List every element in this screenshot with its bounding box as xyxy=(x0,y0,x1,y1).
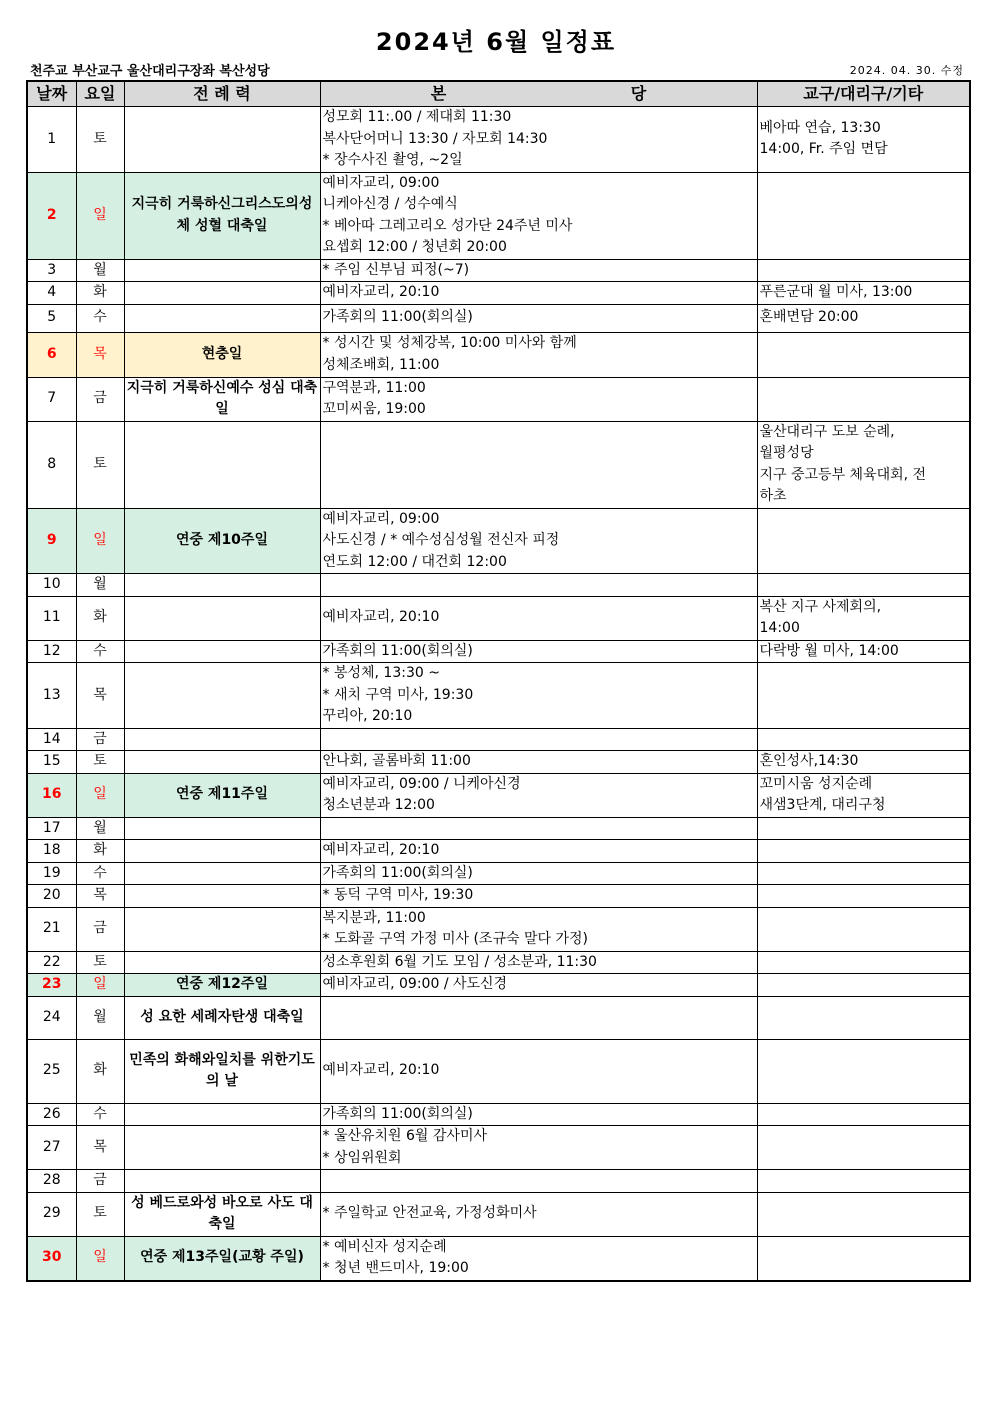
weekday-cell: 금 xyxy=(76,728,124,751)
liturgy-cell xyxy=(124,728,320,751)
liturgy-cell xyxy=(124,817,320,840)
liturgy-cell-line: 기도의 날 xyxy=(206,1051,315,1089)
schedule-row xyxy=(27,817,970,840)
liturgy-cell-line: 민족의 화해와 xyxy=(129,1051,216,1068)
date-cell: 1 xyxy=(27,107,76,173)
main-church-cell xyxy=(320,421,757,508)
main-church-cell xyxy=(320,1236,757,1281)
main-church-cell xyxy=(320,508,757,574)
liturgy-cell xyxy=(124,304,320,332)
liturgy-cell xyxy=(124,1236,320,1281)
weekday-cell: 화 xyxy=(76,840,124,863)
liturgy-cell xyxy=(124,885,320,908)
schedule-row xyxy=(27,773,970,817)
main-church-cell-line: * 베아따 그레고리오 성가단 24주년 미사 xyxy=(322,217,573,234)
main-church-cell xyxy=(320,951,757,974)
main-church-cell xyxy=(320,640,757,663)
liturgy-cell xyxy=(124,259,320,282)
liturgy-cell xyxy=(124,974,320,997)
revision-date: 2024. 04. 30. 수정 xyxy=(849,64,964,77)
main-church-cell-line: 가족회의 11:00(회의실) xyxy=(322,309,473,326)
diocese-cell-line: 울산대리구 도보 순례, xyxy=(759,423,895,440)
diocese-cell xyxy=(757,1126,970,1170)
liturgy-cell xyxy=(124,862,320,885)
header-main-left: 본 xyxy=(430,84,447,104)
weekday-cell: 월 xyxy=(76,259,124,282)
weekday-cell: 화 xyxy=(76,1039,124,1103)
weekday-cell: 일 xyxy=(76,974,124,997)
diocese-cell-line: 새샘3단계, 대리구청 xyxy=(759,797,886,813)
parish-name: 천주교 부산교구 울산대리구장좌 복산성당 xyxy=(30,64,270,79)
main-church-cell xyxy=(320,817,757,840)
liturgy-cell xyxy=(124,1170,320,1193)
main-church-cell xyxy=(320,1126,757,1170)
schedule-row xyxy=(27,508,970,574)
weekday-cell: 수 xyxy=(76,1103,124,1126)
liturgy-cell xyxy=(124,107,320,173)
diocese-cell-line: 다락방 월 미사, 14:00 xyxy=(759,642,899,659)
main-church-cell-line: * 동덕 구역 미사, 19:30 xyxy=(322,887,474,903)
weekday-cell: 일 xyxy=(76,172,124,259)
date-cell: 27 xyxy=(27,1126,76,1170)
main-church-cell-line: 가족회의 11:00(회의실) xyxy=(322,642,473,659)
diocese-cell-line: 월평성당 xyxy=(759,445,814,461)
diocese-cell xyxy=(757,596,970,640)
main-church-cell xyxy=(320,377,757,421)
liturgy-cell-line: 연중 제11주일 xyxy=(176,786,268,803)
main-church-cell-line: 예비자교리, 09:00 xyxy=(322,174,440,191)
diocese-cell xyxy=(757,840,970,863)
diocese-cell xyxy=(757,728,970,751)
header-date: 날짜 xyxy=(27,81,76,107)
main-church-cell-line: 구역분과, 11:00 xyxy=(322,379,426,396)
diocese-cell xyxy=(757,640,970,663)
main-church-cell xyxy=(320,1039,757,1103)
schedule-row xyxy=(27,640,970,663)
main-church-cell-line: 요셉회 12:00 / 청년회 20:00 xyxy=(322,239,507,255)
liturgy-cell xyxy=(124,282,320,305)
liturgy-cell xyxy=(124,596,320,640)
date-cell: 12 xyxy=(27,640,76,663)
main-church-cell xyxy=(320,840,757,863)
weekday-cell: 토 xyxy=(76,107,124,173)
main-church-cell xyxy=(320,663,757,729)
schedule-row xyxy=(27,996,970,1039)
liturgy-cell-line: 연중 제10주일 xyxy=(176,532,268,548)
date-cell: 5 xyxy=(27,304,76,332)
date-cell: 30 xyxy=(27,1236,76,1281)
schedule-row xyxy=(27,840,970,863)
main-church-cell xyxy=(320,282,757,305)
date-cell: 24 xyxy=(27,996,76,1039)
diocese-cell xyxy=(757,951,970,974)
main-church-cell-line: * 장수사진 촬영, ~2일 xyxy=(322,152,463,168)
main-church-cell xyxy=(320,259,757,282)
liturgy-cell xyxy=(124,377,320,421)
date-cell: 25 xyxy=(27,1039,76,1103)
schedule-row xyxy=(27,728,970,751)
main-church-cell xyxy=(320,107,757,173)
liturgy-cell-line: 성 요한 세례자 xyxy=(140,1008,232,1025)
date-cell: 26 xyxy=(27,1103,76,1126)
date-cell: 15 xyxy=(27,751,76,774)
liturgy-cell-line: 현충일 xyxy=(201,345,243,362)
main-church-cell-line: 가족회의 11:00(회의실) xyxy=(322,1105,473,1122)
diocese-cell xyxy=(757,282,970,305)
main-church-cell xyxy=(320,974,757,997)
main-church-cell xyxy=(320,728,757,751)
weekday-cell: 목 xyxy=(76,885,124,908)
date-cell: 8 xyxy=(27,421,76,508)
header-other: 교구/대리구/기타 xyxy=(757,81,970,107)
main-church-cell-line: 연도회 12:00 / 대건회 12:00 xyxy=(322,553,507,570)
diocese-cell xyxy=(757,996,970,1039)
main-church-cell xyxy=(320,1103,757,1126)
weekday-cell: 토 xyxy=(76,421,124,508)
diocese-cell xyxy=(757,508,970,574)
main-church-cell xyxy=(320,332,757,377)
header-dow: 요일 xyxy=(76,81,124,107)
main-church-cell-line: 복사단어머니 13:30 / 자모회 14:30 xyxy=(322,130,548,147)
weekday-cell: 수 xyxy=(76,862,124,885)
schedule-row xyxy=(27,1236,970,1281)
diocese-cell xyxy=(757,172,970,259)
main-church-cell-line: 사도신경 / * 예수성심성월 전신자 피정 xyxy=(322,532,560,548)
liturgy-cell xyxy=(124,508,320,574)
schedule-row xyxy=(27,1170,970,1193)
header-main-right: 당 xyxy=(630,84,647,104)
main-church-cell-line: * 봉성체, 13:30 ~ xyxy=(322,665,440,681)
main-church-cell-line: 예비자교리, 20:10 xyxy=(322,609,440,626)
liturgy-cell xyxy=(124,1039,320,1103)
weekday-cell: 화 xyxy=(76,282,124,305)
date-cell: 17 xyxy=(27,817,76,840)
main-church-cell-line: 복지분과, 11:00 xyxy=(322,909,426,926)
date-cell: 4 xyxy=(27,282,76,305)
schedule-row xyxy=(27,1126,970,1170)
weekday-cell: 월 xyxy=(76,817,124,840)
main-church-cell-line: 꾸리아, 20:10 xyxy=(322,708,413,724)
date-cell: 23 xyxy=(27,974,76,997)
main-church-cell-line: 청소년분과 12:00 xyxy=(322,797,435,813)
diocese-cell-line: 복산 지구 사제회의, xyxy=(759,598,882,615)
liturgy-cell xyxy=(124,332,320,377)
liturgy-cell xyxy=(124,840,320,863)
schedule-row xyxy=(27,862,970,885)
date-cell: 6 xyxy=(27,332,76,377)
schedule-row xyxy=(27,259,970,282)
diocese-cell xyxy=(757,885,970,908)
schedule-body xyxy=(27,107,970,1281)
liturgy-cell xyxy=(124,421,320,508)
liturgy-cell-line: 성 바오로 사도 대축일 xyxy=(203,1194,313,1232)
diocese-cell xyxy=(757,107,970,173)
schedule-row xyxy=(27,1192,970,1236)
schedule-row xyxy=(27,951,970,974)
main-church-cell-line: * 도화골 구역 가정 미사 (조규숙 말다 가정) xyxy=(322,931,588,947)
weekday-cell: 화 xyxy=(76,596,124,640)
diocese-cell xyxy=(757,1236,970,1281)
liturgy-cell-line: 예수 성심 대축일 xyxy=(215,379,318,417)
diocese-cell xyxy=(757,862,970,885)
weekday-cell: 수 xyxy=(76,304,124,332)
main-church-cell xyxy=(320,1170,757,1193)
date-cell: 10 xyxy=(27,574,76,597)
schedule-row xyxy=(27,574,970,597)
date-cell: 14 xyxy=(27,728,76,751)
main-church-cell xyxy=(320,907,757,951)
main-church-cell-line: 니케아신경 / 성수예식 xyxy=(322,196,458,212)
diocese-cell xyxy=(757,1039,970,1103)
weekday-cell: 월 xyxy=(76,996,124,1039)
diocese-cell xyxy=(757,304,970,332)
diocese-cell xyxy=(757,817,970,840)
header-row xyxy=(27,81,970,107)
diocese-cell xyxy=(757,332,970,377)
liturgy-cell-line: 지극히 거룩하신 xyxy=(126,379,227,396)
schedule-row xyxy=(27,751,970,774)
schedule-row xyxy=(27,107,970,173)
main-church-cell xyxy=(320,1192,757,1236)
main-church-cell-line: 안나회, 골롬바회 11:00 xyxy=(322,753,471,769)
liturgy-cell xyxy=(124,951,320,974)
schedule-row xyxy=(27,421,970,508)
diocese-cell-line: 하초 xyxy=(759,488,787,504)
main-church-cell-line: 꼬미씨움, 19:00 xyxy=(322,401,426,417)
diocese-cell xyxy=(757,1170,970,1193)
schedule-row xyxy=(27,377,970,421)
diocese-cell-line: 14:00, Fr. 주임 면담 xyxy=(759,141,888,158)
main-church-cell-line: 성체조배회, 11:00 xyxy=(322,356,440,373)
liturgy-cell xyxy=(124,907,320,951)
liturgy-cell xyxy=(124,1126,320,1170)
date-cell: 20 xyxy=(27,885,76,908)
liturgy-cell-line: 그리스도의 xyxy=(231,196,299,212)
diocese-cell xyxy=(757,663,970,729)
diocese-cell xyxy=(757,421,970,508)
main-church-cell-line: 예비자교리, 20:10 xyxy=(322,842,440,858)
main-church-cell xyxy=(320,172,757,259)
main-church-cell-line: * 청년 밴드미사, 19:00 xyxy=(322,1260,469,1276)
main-church-cell-line: 예비자교리, 20:10 xyxy=(322,1062,440,1079)
schedule-row xyxy=(27,885,970,908)
weekday-cell: 금 xyxy=(76,377,124,421)
weekday-cell: 금 xyxy=(76,1170,124,1193)
liturgy-cell xyxy=(124,1192,320,1236)
diocese-cell xyxy=(757,751,970,774)
main-church-cell-line: 성모회 11:.00 / 제대회 11:30 xyxy=(322,109,512,125)
weekday-cell: 일 xyxy=(76,773,124,817)
main-church-cell-line: * 예비신자 성지순례 xyxy=(322,1238,447,1255)
page-title: 2024년 6월 일정표 xyxy=(375,28,617,56)
schedule-row xyxy=(27,1103,970,1126)
liturgy-cell xyxy=(124,751,320,774)
main-church-cell xyxy=(320,304,757,332)
liturgy-cell-line: 성 베드로와 xyxy=(131,1194,204,1211)
main-church-cell-line: * 주일학교 안전교육, 가정성화미사 xyxy=(322,1205,537,1222)
main-church-cell-line: 성소후원회 6월 기도 모임 / 성소분과, 11:30 xyxy=(322,953,597,970)
diocese-cell-line: 혼배면담 20:00 xyxy=(759,309,859,326)
schedule-row xyxy=(27,172,970,259)
main-church-cell-line: 가족회의 11:00(회의실) xyxy=(322,864,473,881)
schedule-row xyxy=(27,974,970,997)
liturgy-cell xyxy=(124,663,320,729)
date-cell: 2 xyxy=(27,172,76,259)
main-church-cell xyxy=(320,773,757,817)
liturgy-cell xyxy=(124,574,320,597)
date-cell: 11 xyxy=(27,596,76,640)
main-church-cell xyxy=(320,885,757,908)
weekday-cell: 월 xyxy=(76,574,124,597)
liturgy-cell-line: 연중 제12주일 xyxy=(176,976,268,992)
liturgy-cell-line: (교황 주일) xyxy=(232,1249,304,1266)
main-church-cell-line: * 울산유치원 6월 감사미사 xyxy=(322,1128,487,1144)
main-church-cell xyxy=(320,862,757,885)
schedule-row xyxy=(27,282,970,305)
date-cell: 29 xyxy=(27,1192,76,1236)
schedule-row xyxy=(27,596,970,640)
weekday-cell: 일 xyxy=(76,1236,124,1281)
main-church-cell-line: 예비자교리, 09:00 / 니케아신경 xyxy=(322,775,521,792)
diocese-cell-line: 14:00 xyxy=(759,620,800,636)
main-church-cell xyxy=(320,574,757,597)
weekday-cell: 목 xyxy=(76,1126,124,1170)
liturgy-cell-line: 일치를 위한 xyxy=(215,1051,288,1068)
weekday-cell: 목 xyxy=(76,663,124,729)
diocese-cell xyxy=(757,1192,970,1236)
schedule-row xyxy=(27,304,970,332)
weekday-cell: 토 xyxy=(76,751,124,774)
liturgy-cell xyxy=(124,996,320,1039)
main-church-cell xyxy=(320,596,757,640)
main-church-cell-line: 예비자교리, 09:00 / 사도신경 xyxy=(322,976,508,992)
liturgy-cell xyxy=(124,640,320,663)
liturgy-cell xyxy=(124,773,320,817)
date-cell: 28 xyxy=(27,1170,76,1193)
diocese-cell-line: 지구 중고등부 체육대회, 전 xyxy=(759,466,927,483)
diocese-cell-line: 혼인성사,14:30 xyxy=(759,753,859,769)
date-cell: 13 xyxy=(27,663,76,729)
schedule-row xyxy=(27,907,970,951)
weekday-cell: 목 xyxy=(76,332,124,377)
diocese-cell-line: 푸른군대 월 미사, 13:00 xyxy=(759,284,913,300)
schedule-row xyxy=(27,1039,970,1103)
diocese-cell xyxy=(757,773,970,817)
weekday-cell: 수 xyxy=(76,640,124,663)
schedule-row xyxy=(27,663,970,729)
header-main xyxy=(320,81,757,107)
date-cell: 18 xyxy=(27,840,76,863)
diocese-cell xyxy=(757,907,970,951)
date-cell: 19 xyxy=(27,862,76,885)
liturgy-cell-line: 연중 제13주일 xyxy=(140,1249,233,1266)
liturgy-cell xyxy=(124,1103,320,1126)
date-cell: 3 xyxy=(27,259,76,282)
diocese-cell-line: 베아따 연습, 13:30 xyxy=(759,119,881,136)
weekday-cell: 금 xyxy=(76,907,124,951)
weekday-cell: 일 xyxy=(76,508,124,574)
date-cell: 9 xyxy=(27,508,76,574)
weekday-cell: 토 xyxy=(76,1192,124,1236)
date-cell: 16 xyxy=(27,773,76,817)
main-church-cell-line: 예비자교리, 20:10 xyxy=(322,284,440,300)
liturgy-cell xyxy=(124,172,320,259)
liturgy-cell-line: 성체 성혈 대축일 xyxy=(176,196,313,234)
diocese-cell xyxy=(757,974,970,997)
main-church-cell-line: 예비자교리, 09:00 xyxy=(322,510,440,527)
weekday-cell: 토 xyxy=(76,951,124,974)
schedule-row xyxy=(27,332,970,377)
date-cell: 21 xyxy=(27,907,76,951)
main-church-cell-line: * 새치 구역 미사, 19:30 xyxy=(322,686,474,703)
diocese-cell xyxy=(757,574,970,597)
main-church-cell xyxy=(320,996,757,1039)
liturgy-cell-line: 탄생 대축일 xyxy=(231,1008,304,1025)
main-church-cell-line: * 상임위원회 xyxy=(322,1149,402,1166)
header-liturgy: 전 례 력 xyxy=(124,81,320,107)
main-church-cell-line: * 주임 신부님 피정(~7) xyxy=(322,261,470,278)
diocese-cell xyxy=(757,377,970,421)
date-cell: 22 xyxy=(27,951,76,974)
schedule-table xyxy=(26,80,971,1282)
date-cell: 7 xyxy=(27,377,76,421)
main-church-cell xyxy=(320,751,757,774)
main-church-cell-line: * 성시간 및 성체강복, 10:00 미사와 함께 xyxy=(322,335,577,351)
liturgy-cell-line: 지극히 거룩하신 xyxy=(131,196,232,212)
diocese-cell xyxy=(757,259,970,282)
diocese-cell xyxy=(757,1103,970,1126)
diocese-cell-line: 꼬미시움 성지순례 xyxy=(759,775,873,792)
